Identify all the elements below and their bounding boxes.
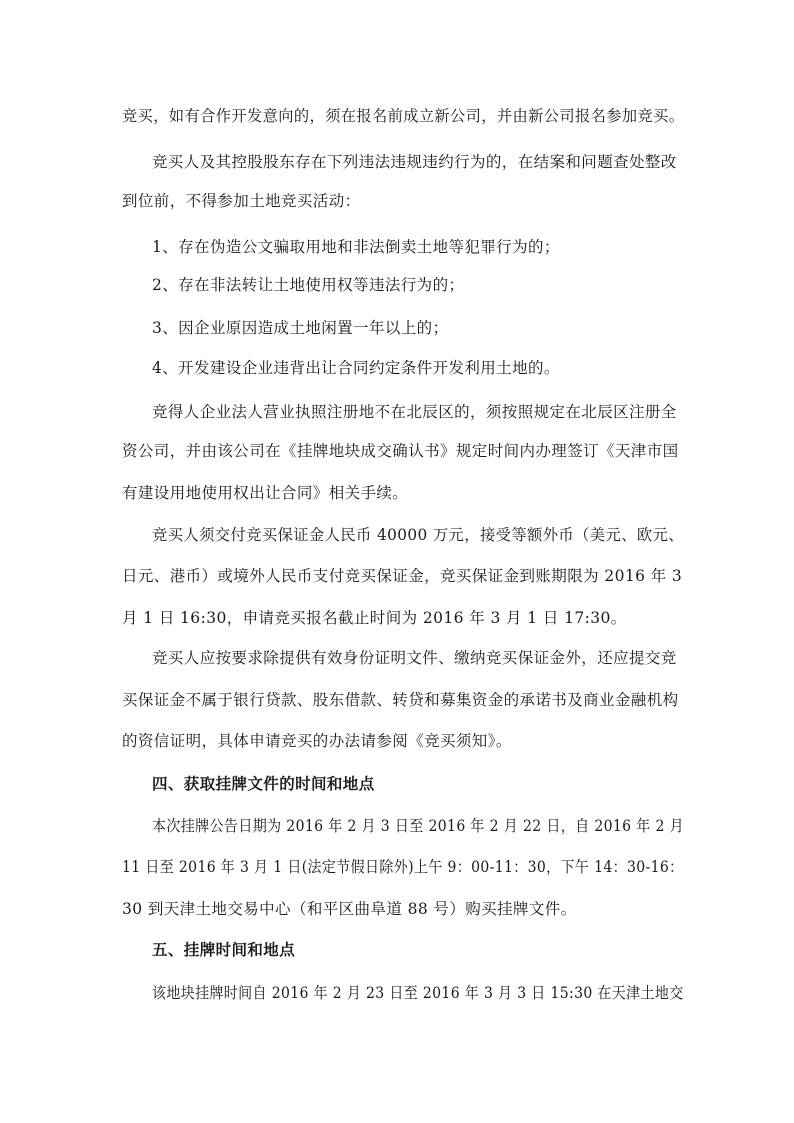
paragraph-line: 竞得人企业法人营业执照注册地不在北辰区的，须按照规定在北辰区注册全 <box>152 403 677 421</box>
paragraph-line: 30 到天津土地交易中心（和平区曲阜道 88 号）购买挂牌文件。 <box>122 900 577 918</box>
paragraph-line: 买保证金不属于银行贷款、股东借款、转贷和募集资金的承诺书及商业金融机构 <box>122 691 679 709</box>
paragraph-line: 的资信证明，具体申请竞买的办法请参阅《竞买须知》。 <box>122 732 512 750</box>
paragraph-line: 竞买，如有合作开发意向的，须在报名前成立新公司，并由新公司报名参加竞买。 <box>122 107 685 125</box>
list-item: 2、存在非法转让土地使用权等违法行为的； <box>152 276 465 294</box>
paragraph-line: 11 日至 2016 年 3 月 1 日(法定节假日除外)上午 9：00-11：30，下午 14：30-16： <box>122 858 684 876</box>
paragraph-line: 月 1 日 16:30，申请竞买报名截止时间为 2016 年 3 月 1 日 17:30。 <box>122 609 627 627</box>
paragraph-line: 竞买人及其控股股东存在下列违法违规违约行为的，在结案和问题查处整改 <box>152 153 677 171</box>
paragraph-line: 竞买人应按要求除提供有效身份证明文件、缴纳竞买保证金外，还应提交竞 <box>152 649 677 667</box>
paragraph-line: 有建设用地使用权出让合同》相关手续。 <box>122 484 409 502</box>
section-heading: 五、挂牌时间和地点 <box>152 941 296 959</box>
paragraph-line: 日元、港币）或境外人民币支付竞买保证金，竞买保证金到账期限为 2016 年 3 <box>122 567 683 585</box>
list-item: 3、因企业原因造成土地闲置一年以上的； <box>152 319 449 337</box>
paragraph-line: 到位前，不得参加土地竞买活动： <box>122 192 361 210</box>
list-item: 1、存在伪造公文骗取用地和非法倒卖土地等犯罪行为的； <box>152 238 560 256</box>
paragraph-line: 资公司，并由该公司在《挂牌地块成交确认书》规定时间内办理签订《天津市国 <box>122 442 679 460</box>
list-item: 4、开发建设企业违背出让合同约定条件开发利用土地的。 <box>152 359 560 377</box>
paragraph-line: 本次挂牌公告日期为 2016 年 2 月 3 日至 2016 年 2 月 22 日，自 2016 年 2 月 <box>152 817 684 835</box>
paragraph-line: 该地块挂牌时间自 2016 年 2 月 23 日至 2016 年 3 月 3 日 15:30 在天津土地交 <box>152 984 684 1002</box>
paragraph-line: 竞买人须交付竞买保证金人民币 40000 万元，接受等额外币（美元、欧元、 <box>152 526 684 544</box>
section-heading: 四、获取挂牌文件的时间和地点 <box>152 775 375 793</box>
